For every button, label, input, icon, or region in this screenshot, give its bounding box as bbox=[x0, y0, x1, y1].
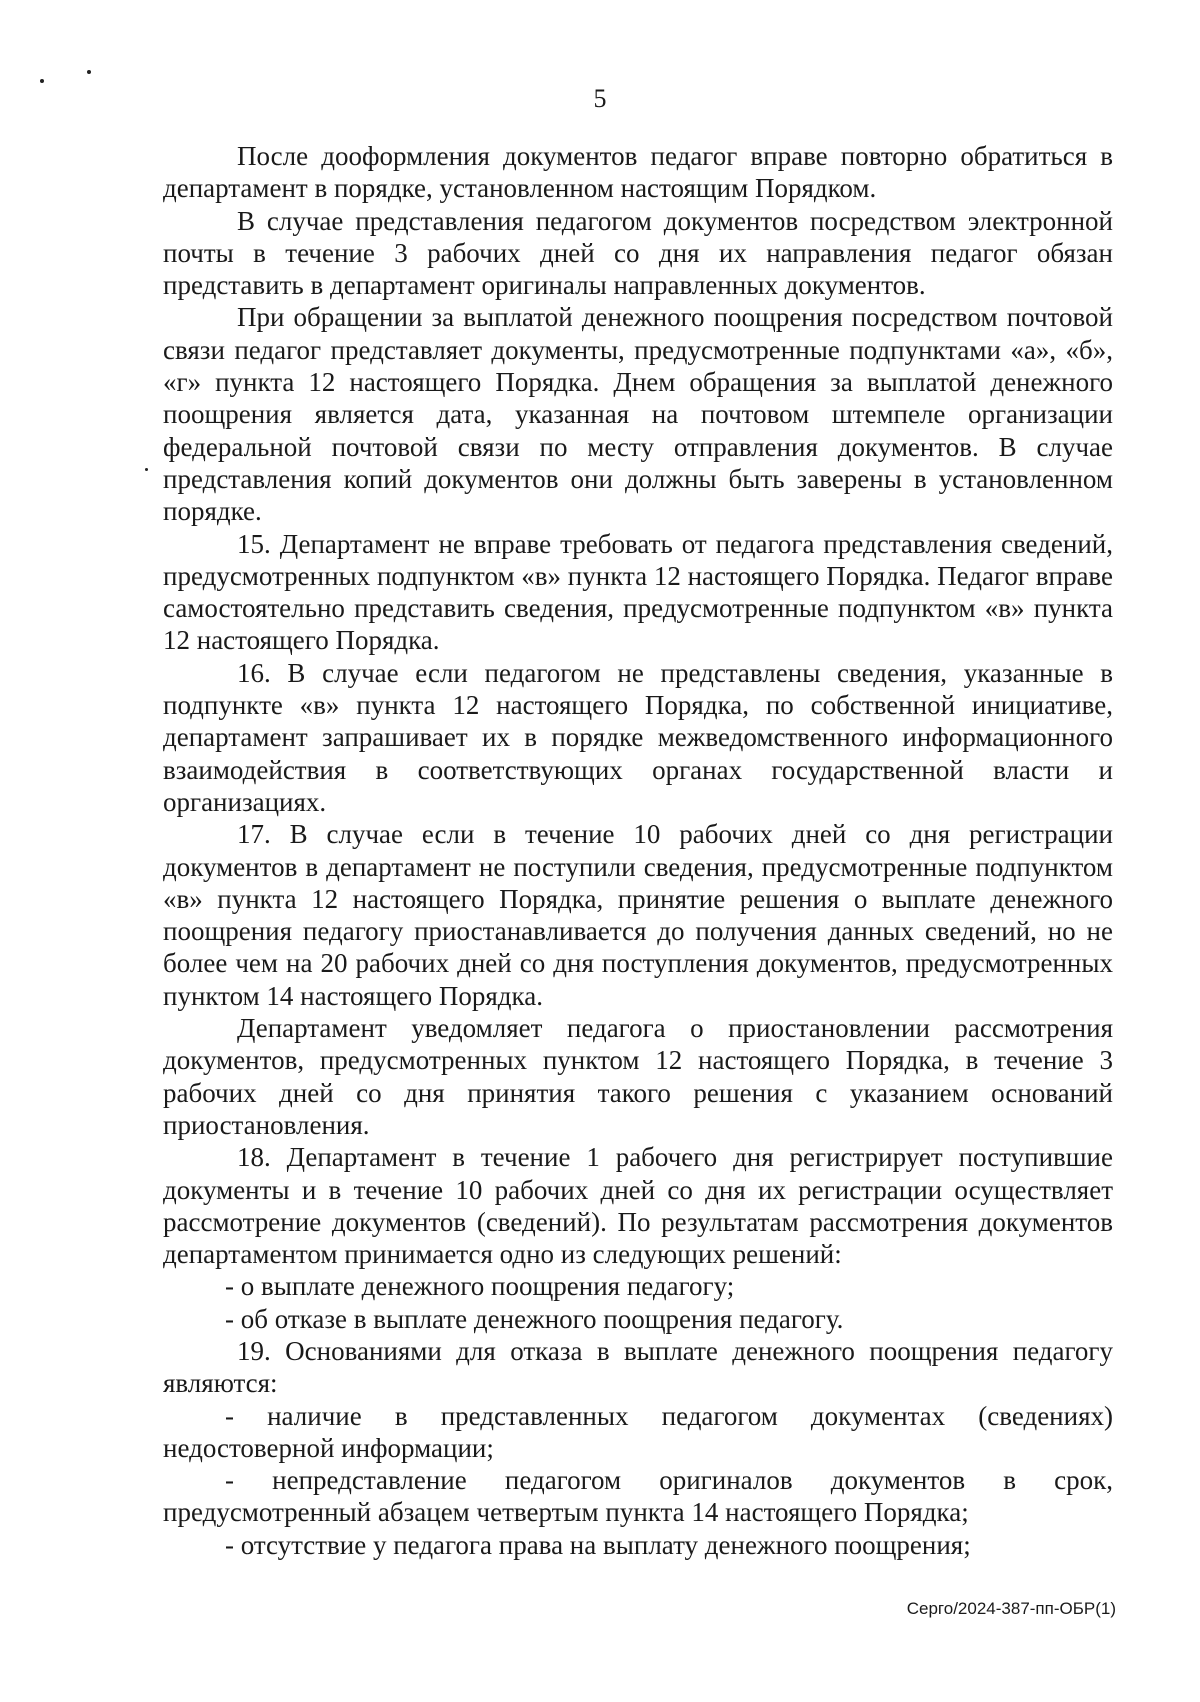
list-item: - наличие в представленных педагогом документах (сведениях) недостоверной информации; bbox=[163, 1400, 1113, 1463]
scan-speck bbox=[87, 70, 91, 74]
paragraph: 17. В случае если в течение 10 рабочих дней со дня регистрации документов в департамент не поступили сведения, предусмотренные подпунктом «в» пункта 12 настоящего Порядка, принятие решения о выплате денежного поощрения педагогу приостанавливается до получения данных сведений, но не более чем на 20 рабочих дней со дня поступления документов, предусмотренных пунктом 14 настоящего Порядка. bbox=[163, 819, 1113, 1011]
document-code: Серго/2024-387-пп-ОБР(1) bbox=[906, 1599, 1116, 1618]
paragraph: Департамент уведомляет педагога о приостановлении рассмотрения документов, предусмотренных пунктом 12 настоящего Порядка, в течение 3 рабочих дней со дня принятия такого решения с указанием оснований приостановления. bbox=[163, 1013, 1113, 1140]
paragraph: В случае представления педагогом документов посредством электронной почты в течение 3 рабочих дней со дня их направления педагог обязан представить в департамент оригиналы направленных документов. bbox=[163, 205, 1113, 301]
document-body bbox=[163, 140, 1113, 1561]
list-item: - отсутствие у педагога права на выплату денежного поощрения; bbox=[225, 1529, 971, 1560]
list-item: - непредставление педагогом оригиналов документов в срок, предусмотренный абзацем четвертым пункта 14 настоящего Порядка; bbox=[163, 1465, 1113, 1528]
list-item: - о выплате денежного поощрения педагогу; bbox=[225, 1271, 735, 1302]
scan-speck bbox=[145, 468, 148, 471]
list-item: - об отказе в выплате денежного поощрения педагогу. bbox=[225, 1303, 844, 1334]
paragraph: 19. Основаниями для отказа в выплате денежного поощрения педагогу являются: bbox=[163, 1335, 1113, 1399]
paragraph: После дооформления документов педагог вправе повторно обратиться в департамент в порядке, установленном настоящим Порядком. bbox=[163, 141, 1113, 204]
paragraph: 18. Департамент в течение 1 рабочего дня регистрирует поступившие документы и в течение 10 рабочих дней со дня их регистрации осуществляет рассмотрение документов (сведений). По результатам рассмотрения документов департаментом принимается одно из следующих решений: bbox=[163, 1142, 1113, 1270]
page-number: 5 bbox=[593, 84, 607, 113]
paragraph: При обращении за выплатой денежного поощрения посредством почтовой связи педагог представляет документы, предусмотренные подпунктами «а», «б», «г» пункта 12 настоящего Порядка. Днем обращения за выплатой денежного поощрения является дата, указанная на почтовом штемпеле организации федеральной почтовой связи по месту отправления документов. В случае представления копий документов они должны быть заверены в установленном порядке. bbox=[163, 302, 1113, 527]
scan-speck bbox=[40, 79, 44, 83]
paragraph: 16. В случае если педагогом не представлены сведения, указанные в подпункте «в» пункта 12 настоящего Порядка, по собственной инициативе, департамент запрашивает их в порядке межведомственного информационного взаимодействия в соответствующих органах государственной власти и организациях. bbox=[163, 657, 1113, 817]
paragraph: 15. Департамент не вправе требовать от педагога представления сведений, предусмотренных подпунктом «в» пункта 12 настоящего Порядка. Педагог вправе самостоятельно представить сведения, предусмотренные подпунктом «в» пункта 12 настоящего Порядка. bbox=[163, 528, 1113, 656]
